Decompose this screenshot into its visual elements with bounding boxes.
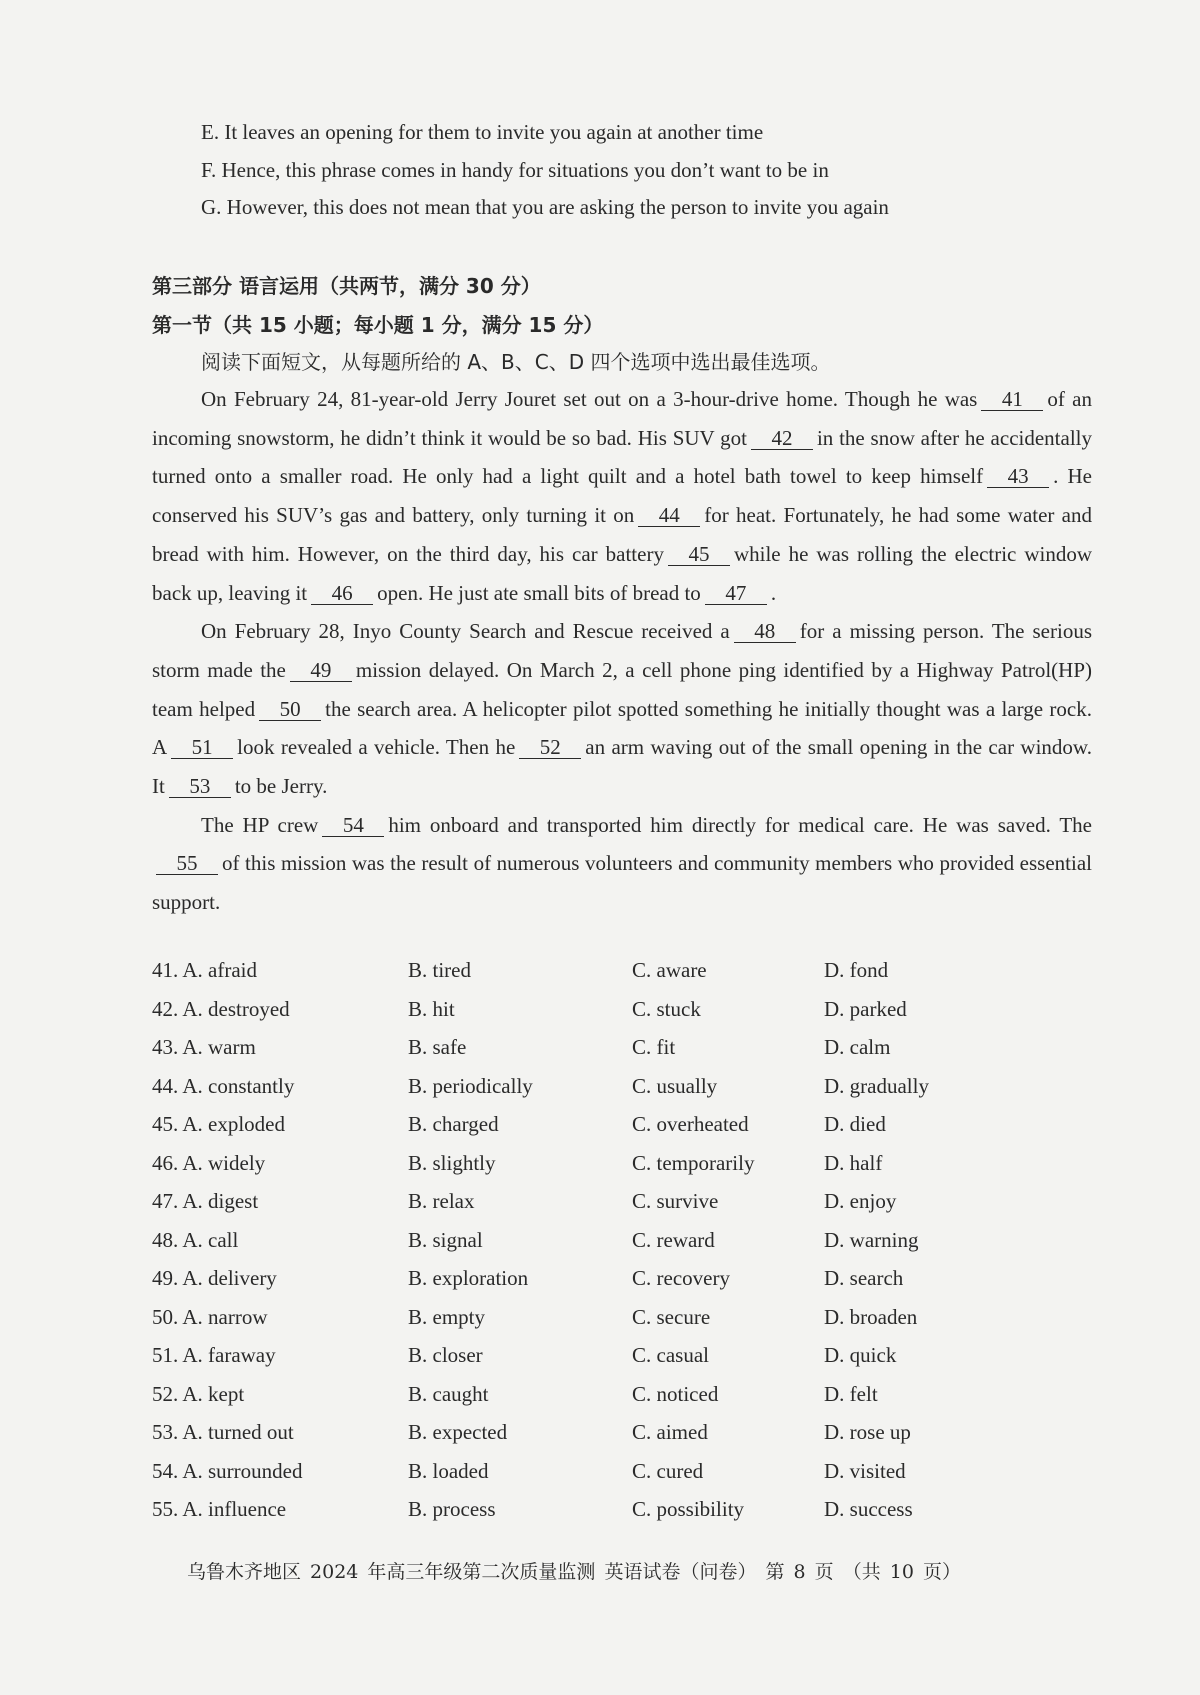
option-b: B. signal <box>408 1227 483 1252</box>
blank-44: 44 <box>638 504 700 527</box>
passage-text: The HP crew <box>201 812 319 837</box>
option-d: D. parked <box>824 996 907 1021</box>
question-options <box>152 958 1052 1536</box>
option-c: C. secure <box>632 1304 711 1329</box>
option-d: D. fond <box>824 958 889 982</box>
option-a: 53. A. turned out <box>152 1420 294 1444</box>
passage-text: mission delayed. On March 2, a cell phone ping identified by a Highway Patrol(HP) team helped <box>152 657 1092 721</box>
option-d: D. search <box>824 1266 904 1290</box>
option-a: 52. A. kept <box>152 1381 245 1406</box>
option-d: D. warning <box>824 1227 919 1252</box>
option-a: 49. A. delivery <box>152 1266 277 1290</box>
option-b: B. slightly <box>408 1150 496 1175</box>
option-a: 48. A. call <box>152 1227 239 1252</box>
instruction: 阅读下面短文，从每题所给的 A、B、C、D 四个选项中选出最佳选项。 <box>201 350 831 374</box>
part-title: 第三部分 语言运用（共两节，满分 30 分） <box>152 274 541 298</box>
option-b: B. expected <box>408 1420 508 1444</box>
option-c: C. survive <box>632 1189 719 1213</box>
blank-51: 51 <box>171 736 233 759</box>
passage-text: of an incoming snowstorm, he didn’t think it would be so bad. His SUV got <box>152 387 1092 450</box>
option-b: B. process <box>408 1497 496 1521</box>
question-row <box>152 1266 1052 1305</box>
option-a: 43. A. warm <box>152 1035 256 1059</box>
blank-42: 42 <box>751 427 813 450</box>
blank-52: 52 <box>519 736 581 759</box>
passage-text: the search area. A helicopter pilot spotted something he initially thought was a large rock. A <box>152 696 1092 760</box>
option-a: 45. A. exploded <box>152 1112 285 1136</box>
passage-text: while he was rolling the electric window back up, leaving it <box>152 541 1093 605</box>
option-c: C. temporarily <box>632 1150 755 1175</box>
blank-49: 49 <box>290 659 352 682</box>
option-a: 41. A. afraid <box>152 958 257 982</box>
question-row <box>152 1420 1052 1459</box>
passage-text: him onboard and transported him directly for medical care. He was saved. The <box>388 812 1093 837</box>
option-f: F. Hence, this phrase comes in handy for situations you don’t want to be in <box>201 158 829 182</box>
option-d: D. broaden <box>824 1304 918 1329</box>
passage-text: for a missing person. The serious storm made the <box>152 619 1092 682</box>
question-row <box>152 1497 1052 1536</box>
blank-50: 50 <box>259 698 321 721</box>
option-c: C. stuck <box>632 996 701 1021</box>
blank-48: 48 <box>734 620 796 643</box>
blank-41: 41 <box>981 388 1043 411</box>
option-b: B. charged <box>408 1112 499 1136</box>
option-c: C. recovery <box>632 1266 730 1290</box>
question-row <box>152 1151 1052 1190</box>
option-d: D. visited <box>824 1458 906 1483</box>
question-row <box>152 1382 1052 1421</box>
question-row <box>152 1343 1052 1382</box>
question-row <box>152 958 1052 997</box>
passage-text: . <box>770 580 777 605</box>
option-b: B. caught <box>408 1381 489 1406</box>
option-b: B. safe <box>408 1035 467 1059</box>
option-a: 51. A. faraway <box>152 1343 276 1367</box>
option-b: B. tired <box>408 958 471 982</box>
option-c: C. fit <box>632 1035 676 1059</box>
option-d: D. gradually <box>824 1073 929 1098</box>
option-c: C. cured <box>632 1458 704 1483</box>
option-c: C. noticed <box>632 1381 719 1406</box>
option-d: D. quick <box>824 1343 897 1367</box>
option-b: B. relax <box>408 1189 475 1213</box>
option-a: 50. A. narrow <box>152 1304 268 1329</box>
option-b: B. closer <box>408 1343 483 1367</box>
passage-text: to be Jerry. <box>234 774 328 799</box>
question-row <box>152 1074 1052 1113</box>
paragraph-2 <box>152 612 1092 806</box>
option-d: D. calm <box>824 1035 891 1059</box>
option-c: C. usually <box>632 1073 718 1098</box>
option-d: D. enjoy <box>824 1189 897 1213</box>
option-d: D. half <box>824 1150 883 1175</box>
paragraph-3 <box>152 806 1092 922</box>
question-row <box>152 1305 1052 1344</box>
passage-text: open. He just ate small bits of bread to <box>377 580 701 605</box>
option-e: E. It leaves an opening for them to invite you again at another time <box>201 120 764 144</box>
paragraph-1 <box>152 380 1092 612</box>
option-a: 46. A. widely <box>152 1150 266 1175</box>
blank-47: 47 <box>705 582 767 605</box>
blank-43: 43 <box>987 465 1049 488</box>
passage-text: On February 24, 81-year-old Jerry Jouret set out on a 3-hour-drive home. Though he was <box>201 387 978 411</box>
passage-text: in the snow after he accidentally turned onto a smaller road. He only had a light quilt and a hotel bath towel to keep himself <box>152 425 1092 489</box>
passage-text: look revealed a vehicle. Then he <box>237 735 516 760</box>
option-g: G. However, this does not mean that you are asking the person to invite you again <box>201 195 889 219</box>
option-b: B. periodically <box>408 1073 533 1098</box>
option-a: 55. A. influence <box>152 1497 287 1521</box>
question-row <box>152 1112 1052 1151</box>
option-b: B. empty <box>408 1304 485 1329</box>
option-a: 44. A. constantly <box>152 1073 295 1098</box>
passage <box>152 380 1092 922</box>
question-row <box>152 1228 1052 1267</box>
option-a: 42. A. destroyed <box>152 996 290 1021</box>
blank-54: 54 <box>322 814 384 837</box>
option-c: C. possibility <box>632 1497 745 1521</box>
question-row <box>152 1035 1052 1074</box>
section-title: 第一节（共 15 小题；每小题 1 分，满分 15 分） <box>152 313 604 337</box>
option-c: C. aimed <box>632 1420 708 1444</box>
option-b: B. loaded <box>408 1458 489 1483</box>
option-d: D. rose up <box>824 1420 911 1444</box>
passage-text: On February 28, Inyo County Search and Rescue received a <box>201 619 730 644</box>
option-d: D. died <box>824 1112 886 1136</box>
option-d: D. felt <box>824 1381 878 1406</box>
option-b: B. exploration <box>408 1266 529 1290</box>
passage-text: an arm waving out of the small opening in the car window. It <box>152 735 1092 799</box>
passage-text: for heat. Fortunately, he had some water and bread with him. However, on the third day, his car battery <box>152 503 1092 566</box>
passage-text: of this mission was the result of numerous volunteers and community members who provided essential support. <box>152 851 1092 915</box>
option-c: C. aware <box>632 958 707 982</box>
passage-text: . He conserved his SUV’s gas and battery, only turning it on <box>152 464 1092 528</box>
option-c: C. reward <box>632 1227 715 1252</box>
option-a: 54. A. surrounded <box>152 1458 303 1483</box>
question-row <box>152 1459 1052 1498</box>
option-b: B. hit <box>408 996 455 1021</box>
option-a: 47. A. digest <box>152 1189 259 1213</box>
option-d: D. success <box>824 1497 913 1521</box>
option-c: C. casual <box>632 1343 709 1367</box>
option-c: C. overheated <box>632 1112 749 1136</box>
question-row <box>152 1189 1052 1228</box>
blank-55: 55 <box>156 852 218 875</box>
blank-46: 46 <box>311 582 373 605</box>
blank-45: 45 <box>668 543 730 566</box>
question-row <box>152 997 1052 1036</box>
page-footer: 乌鲁木齐地区 2024 年高三年级第二次质量监测 英语试卷（问卷） 第 8 页 （共 10 页） <box>187 1561 961 1583</box>
blank-53: 53 <box>169 775 231 798</box>
